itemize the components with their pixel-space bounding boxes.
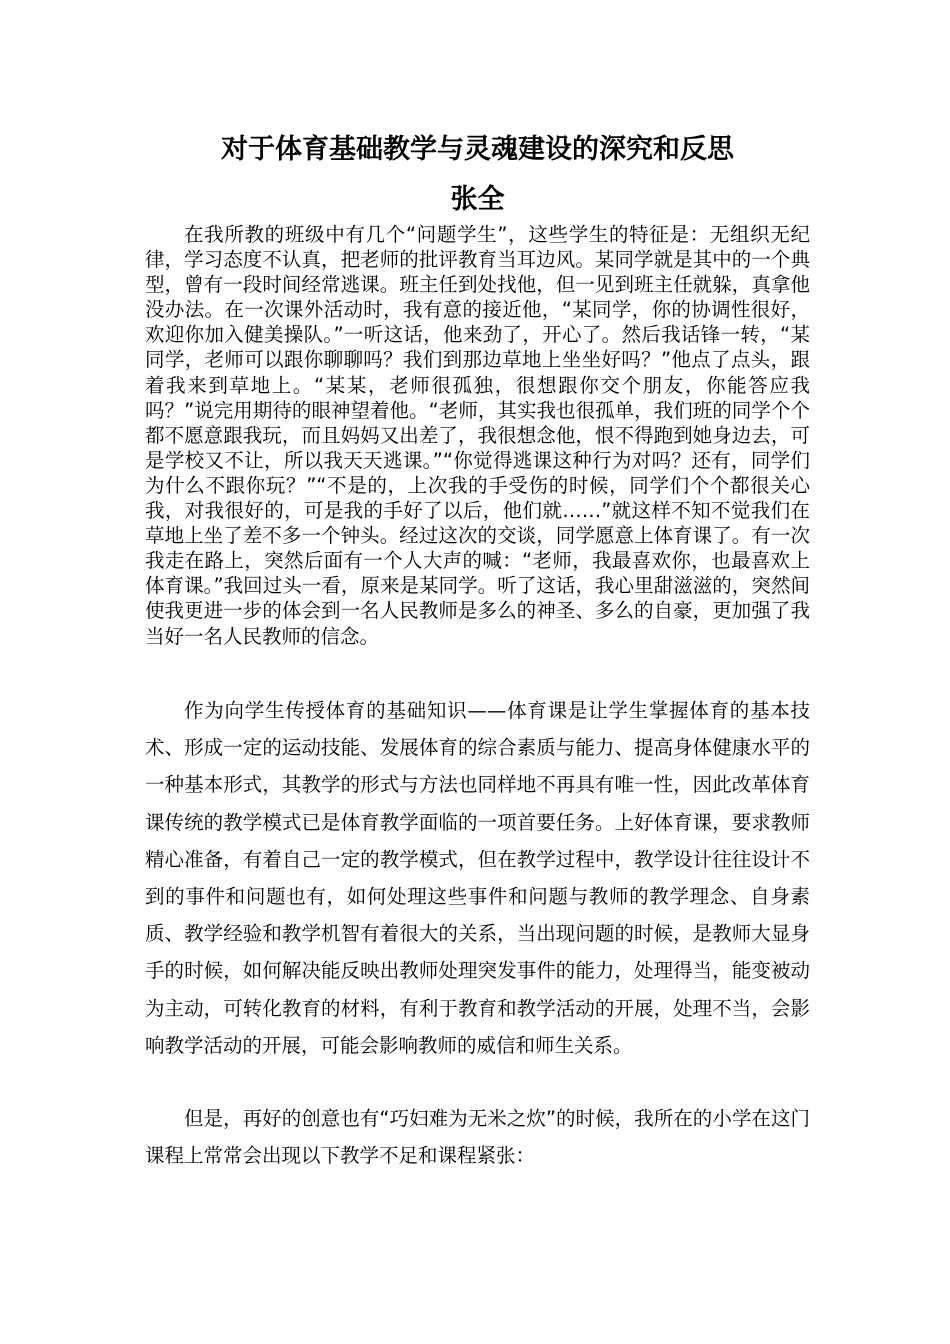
document-page — [145, 0, 810, 1344]
paragraph-1: 在我所教的班级中有几个“问题学生”，这些学生的特征是：无组织无纪律，学习态度不认真，把老师的批评教育当耳边风。某同学就是其中的一个典型，曾有一段时间经常逃课。班主任到处找他，但一见到班主任就躲，真拿他没办法。在一次课外活动时，我有意的接近他，“某同学，你的协调性很好，欢迎你加入健美操队。”一听这话，他来劲了，开心了。然后我话锋一转，“某同学，老师可以跟你聊聊吗？我们到那边草地上坐坐好吗？”他点了点头，跟着我来到草地上。“某某，老师很孤独，很想跟你交个朋友，你能答应我吗？”说完用期待的眼神望着他。“老师，其实我也很孤单，我们班的同学个个都不愿意跟我玩，而且妈妈又出差了，我很想念他，恨不得跑到她身边去，可是学校又不让，所以我天天逃课。”“你觉得逃课这种行为对吗？还有，同学们为什么不跟你玩？”“不是的，上次我的手受伤的时候，同学们个个都很关心我，对我很好的，可是我的手好了以后，他们就……”就这样不知不觉我们在草地上坐了差不多一个钟头。经过这次的交谈，同学愿意上体育课了。有一次我走在路上，突然后面有一个人大声的喊：“老师，我最喜欢你，也最喜欢上体育课。”我回过头一看，原来是某同学。听了这话，我心里甜滋滋的，突然间使我更进一步的体会到一名人民教师是多么的神圣、多么的自豪，更加强了我当好一名人民教师的信念。 — [145, 223, 810, 648]
paragraph-2: 作为向学生传授体育的基础知识——体育课是让学生掌握体育的基本技术、形成一定的运动技能、发展体育的综合素质与能力、提高身体健康水平的一种基本形式，其教学的形式与方法也同样地不再具有唯一性，因此改革体育课传统的教学模式已是体育教学面临的一项首要任务。上好体育课，要求教师精心准备，有着自己一定的教学模式，但在教学过程中，教学设计往往设计不到的事件和问题也有，如何处理这些事件和问题与教师的教学理念、自身素质、教学经验和教学机智有着很大的关系，当出现问题的时候，是教师大显身手的时候，如何解决能反映出教师处理突发事件的能力，处理得当，能变被动为主动，可转化教育的材料，有利于教育和教学活动的开展，处理不当，会影响教学活动的开展，可能会影响教师的威信和师生关系。 — [145, 699, 810, 1057]
document-title: 对于体育基础教学与灵魂建设的深究和反思 — [221, 134, 734, 165]
paragraph-3: 但是，再好的创意也有“巧妇难为无米之炊”的时候，我所在的小学在这门课程上常常会出现以下教学不足和课程紧张： — [145, 1107, 810, 1168]
document-author: 张全 — [450, 184, 505, 215]
